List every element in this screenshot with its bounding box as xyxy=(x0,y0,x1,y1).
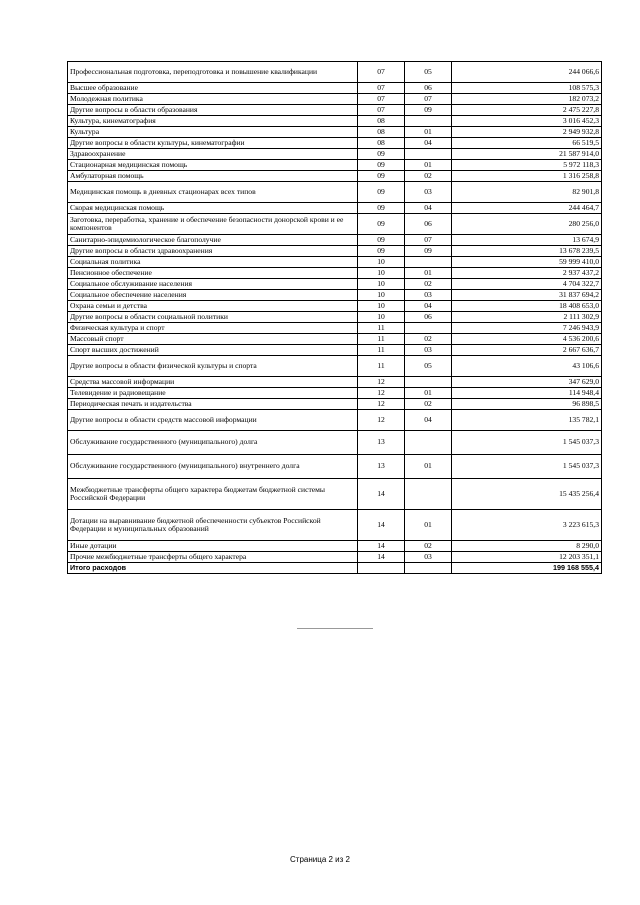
section-code-cell: 09 xyxy=(358,160,405,171)
table-row xyxy=(68,214,602,235)
expense-name-cell: Другие вопросы в области образования xyxy=(68,105,358,116)
amount-cell: 3 016 452,3 xyxy=(452,116,602,127)
subsection-code-cell: 04 xyxy=(405,203,452,214)
expense-name-cell: Спорт высших достижений xyxy=(68,345,358,356)
section-code-cell: 11 xyxy=(358,323,405,334)
section-code-cell: 14 xyxy=(358,479,405,510)
amount-cell: 96 898,5 xyxy=(452,399,602,410)
expense-name-cell: Прочие межбюджетные трансферты общего характера xyxy=(68,552,358,563)
section-code-cell: 10 xyxy=(358,312,405,323)
expense-name-cell: Периодическая печать и издательства xyxy=(68,399,358,410)
amount-cell: 1 316 258,8 xyxy=(452,171,602,182)
page-footer: Страница 2 из 2 xyxy=(290,855,350,864)
subsection-code-cell: 03 xyxy=(405,345,452,356)
amount-cell: 13 674,9 xyxy=(452,235,602,246)
subsection-code-cell: 06 xyxy=(405,214,452,235)
expense-name-cell: Межбюджетные трансферты общего характера бюджетам бюджетной системы Российской Федерации xyxy=(68,479,358,510)
table-row xyxy=(68,116,602,127)
expense-name-cell: Культура, кинематография xyxy=(68,116,358,127)
section-code-cell: 07 xyxy=(358,105,405,116)
expense-name-cell: Амбулаторная помощь xyxy=(68,171,358,182)
expense-name-cell: Другие вопросы в области физической культуры и спорта xyxy=(68,356,358,377)
section-code-cell: 12 xyxy=(358,399,405,410)
table-row xyxy=(68,312,602,323)
section-code-cell: 07 xyxy=(358,83,405,94)
section-code-cell: 10 xyxy=(358,257,405,268)
amount-cell: 4 704 322,7 xyxy=(452,279,602,290)
table-row xyxy=(68,127,602,138)
amount-cell: 3 223 615,3 xyxy=(452,510,602,541)
expense-name-cell: Средства массовой информации xyxy=(68,377,358,388)
total-amount-cell: 199 168 555,4 xyxy=(452,563,602,574)
amount-cell: 4 536 200,6 xyxy=(452,334,602,345)
amount-cell: 2 667 636,7 xyxy=(452,345,602,356)
section-code-cell: 09 xyxy=(358,214,405,235)
amount-cell: 1 545 037,3 xyxy=(452,455,602,479)
subsection-code-cell: 02 xyxy=(405,541,452,552)
amount-cell: 280 256,0 xyxy=(452,214,602,235)
subsection-code-cell: 06 xyxy=(405,83,452,94)
subsection-code-cell: 01 xyxy=(405,455,452,479)
budget-expenditure-table xyxy=(67,61,602,574)
amount-cell: 2 937 437,2 xyxy=(452,268,602,279)
section-code-cell: 09 xyxy=(358,203,405,214)
subsection-code-cell: 06 xyxy=(405,312,452,323)
subsection-code-cell: 01 xyxy=(405,160,452,171)
amount-cell: 82 901,8 xyxy=(452,182,602,203)
table-row xyxy=(68,552,602,563)
table-row xyxy=(68,399,602,410)
subsection-code-cell: 02 xyxy=(405,399,452,410)
table-body xyxy=(68,62,602,574)
expense-name-cell: Социальное обслуживание населения xyxy=(68,279,358,290)
subsection-code-cell xyxy=(405,479,452,510)
subsection-code-cell: 04 xyxy=(405,138,452,149)
expense-name-cell: Заготовка, переработка, хранение и обеспечение безопасности донорской крови и ее компонентов xyxy=(68,214,358,235)
table-row xyxy=(68,257,602,268)
expense-name-cell: Другие вопросы в области здравоохранения xyxy=(68,246,358,257)
table-row xyxy=(68,345,602,356)
amount-cell: 8 290,0 xyxy=(452,541,602,552)
amount-cell: 59 999 410,0 xyxy=(452,257,602,268)
expense-name-cell: Стационарная медицинская помощь xyxy=(68,160,358,171)
amount-cell: 182 073,2 xyxy=(452,94,602,105)
table-row xyxy=(68,171,602,182)
subsection-code-cell: 05 xyxy=(405,62,452,83)
subsection-code-cell: 05 xyxy=(405,356,452,377)
amount-cell: 347 629,0 xyxy=(452,377,602,388)
section-code-cell: 11 xyxy=(358,356,405,377)
expense-name-cell: Охрана семьи и детства xyxy=(68,301,358,312)
subsection-code-cell: 03 xyxy=(405,552,452,563)
subsection-code-cell: 01 xyxy=(405,127,452,138)
amount-cell: 43 106,6 xyxy=(452,356,602,377)
expense-name-cell: Иные дотации xyxy=(68,541,358,552)
expense-name-cell: Медицинская помощь в дневных стационарах всех типов xyxy=(68,182,358,203)
section-code-cell: 10 xyxy=(358,279,405,290)
subsection-code-cell xyxy=(405,377,452,388)
section-code-cell: 09 xyxy=(358,171,405,182)
amount-cell: 13 678 239,5 xyxy=(452,246,602,257)
expense-name-cell: Дотации на выравнивание бюджетной обеспеченности субъектов Российской Федерации и муниципальных образований xyxy=(68,510,358,541)
amount-cell: 108 575,3 xyxy=(452,83,602,94)
subsection-code-cell: 01 xyxy=(405,510,452,541)
section-code-cell: 14 xyxy=(358,541,405,552)
table-row xyxy=(68,246,602,257)
section-code-cell: 10 xyxy=(358,290,405,301)
table-row xyxy=(68,356,602,377)
table-row xyxy=(68,541,602,552)
expense-name-cell: Другие вопросы в области социальной политики xyxy=(68,312,358,323)
subsection-code-cell: 02 xyxy=(405,171,452,182)
expense-name-cell: Санитарно-эпидемиологическое благополучие xyxy=(68,235,358,246)
subsection-code-cell: 07 xyxy=(405,235,452,246)
table-row xyxy=(68,510,602,541)
section-code-cell: 14 xyxy=(358,552,405,563)
section-code-cell: 08 xyxy=(358,138,405,149)
subsection-code-cell xyxy=(405,116,452,127)
subsection-code-cell: 07 xyxy=(405,94,452,105)
section-code-cell: 10 xyxy=(358,301,405,312)
section-code-cell: 09 xyxy=(358,235,405,246)
amount-cell: 18 408 653,0 xyxy=(452,301,602,312)
section-code-cell: 11 xyxy=(358,345,405,356)
subsection-code-cell: 04 xyxy=(405,410,452,431)
expense-name-cell: Массовый спорт xyxy=(68,334,358,345)
amount-cell: 2 475 227,8 xyxy=(452,105,602,116)
amount-cell: 5 972 118,3 xyxy=(452,160,602,171)
table-row xyxy=(68,94,602,105)
table-row xyxy=(68,160,602,171)
table-row xyxy=(68,138,602,149)
expense-name-cell: Культура xyxy=(68,127,358,138)
amount-cell: 12 203 351,1 xyxy=(452,552,602,563)
section-code-cell: 10 xyxy=(358,268,405,279)
expense-name-cell: Другие вопросы в области средств массовой информации xyxy=(68,410,358,431)
section-code-cell: 12 xyxy=(358,410,405,431)
amount-cell: 66 519,5 xyxy=(452,138,602,149)
section-code-cell: 07 xyxy=(358,94,405,105)
table-row xyxy=(68,323,602,334)
amount-cell: 244 066,6 xyxy=(452,62,602,83)
amount-cell: 114 948,4 xyxy=(452,388,602,399)
expense-name-cell: Высшее образование xyxy=(68,83,358,94)
table-row xyxy=(68,105,602,116)
table-row xyxy=(68,290,602,301)
amount-cell: 7 246 943,9 xyxy=(452,323,602,334)
expense-name-cell: Молодежная политика xyxy=(68,94,358,105)
expense-name-cell: Телевидение и радиовещание xyxy=(68,388,358,399)
subsection-code-cell: 09 xyxy=(405,105,452,116)
amount-cell: 2 111 302,9 xyxy=(452,312,602,323)
table-row xyxy=(68,388,602,399)
amount-cell: 135 782,1 xyxy=(452,410,602,431)
subsection-code-cell: 01 xyxy=(405,268,452,279)
amount-cell: 244 464,7 xyxy=(452,203,602,214)
section-code-cell: 09 xyxy=(358,149,405,160)
subsection-code-cell: 02 xyxy=(405,334,452,345)
section-code-cell: 13 xyxy=(358,455,405,479)
empty-cell xyxy=(358,563,405,574)
expense-name-cell: Другие вопросы в области культуры, кинематографии xyxy=(68,138,358,149)
amount-cell: 21 587 914,0 xyxy=(452,149,602,160)
table-row xyxy=(68,279,602,290)
section-code-cell: 09 xyxy=(358,246,405,257)
table-row xyxy=(68,203,602,214)
section-code-cell: 08 xyxy=(358,116,405,127)
expense-name-cell: Здравоохранение xyxy=(68,149,358,160)
subsection-code-cell xyxy=(405,431,452,455)
subsection-code-cell: 04 xyxy=(405,301,452,312)
expense-name-cell: Профессиональная подготовка, переподготовка и повышение квалификации xyxy=(68,62,358,83)
subsection-code-cell: 03 xyxy=(405,290,452,301)
section-code-cell: 09 xyxy=(358,182,405,203)
section-code-cell: 08 xyxy=(358,127,405,138)
expense-name-cell: Обслуживание государственного (муниципального) внутреннего долга xyxy=(68,455,358,479)
subsection-code-cell: 03 xyxy=(405,182,452,203)
table-row xyxy=(68,334,602,345)
expense-name-cell: Социальная политика xyxy=(68,257,358,268)
expense-name-cell: Обслуживание государственного (муниципального) долга xyxy=(68,431,358,455)
subsection-code-cell xyxy=(405,323,452,334)
subsection-code-cell: 02 xyxy=(405,279,452,290)
section-code-cell: 12 xyxy=(358,388,405,399)
table-row xyxy=(68,83,602,94)
section-code-cell: 14 xyxy=(358,510,405,541)
table-row xyxy=(68,377,602,388)
table-row xyxy=(68,479,602,510)
subsection-code-cell: 01 xyxy=(405,388,452,399)
table-row xyxy=(68,62,602,83)
subsection-code-cell: 09 xyxy=(405,246,452,257)
amount-cell: 2 949 932,8 xyxy=(452,127,602,138)
section-code-cell: 11 xyxy=(358,334,405,345)
amount-cell: 1 545 037,3 xyxy=(452,431,602,455)
table-row xyxy=(68,182,602,203)
total-label-cell: Итого расходов xyxy=(68,563,358,574)
table-row xyxy=(68,301,602,312)
table-row xyxy=(68,268,602,279)
separator-line xyxy=(297,628,373,629)
section-code-cell: 07 xyxy=(358,62,405,83)
table-row xyxy=(68,235,602,246)
expense-name-cell: Социальное обеспечение населения xyxy=(68,290,358,301)
expense-name-cell: Скорая медицинская помощь xyxy=(68,203,358,214)
expense-name-cell: Физическая культура и спорт xyxy=(68,323,358,334)
section-code-cell: 12 xyxy=(358,377,405,388)
subsection-code-cell xyxy=(405,149,452,160)
expense-name-cell: Пенсионное обеспечение xyxy=(68,268,358,279)
empty-cell xyxy=(405,563,452,574)
amount-cell: 15 435 256,4 xyxy=(452,479,602,510)
table-row xyxy=(68,431,602,455)
table-row xyxy=(68,455,602,479)
section-code-cell: 13 xyxy=(358,431,405,455)
subsection-code-cell xyxy=(405,257,452,268)
amount-cell: 31 837 694,2 xyxy=(452,290,602,301)
table-row xyxy=(68,149,602,160)
total-row xyxy=(68,563,602,574)
table-row xyxy=(68,410,602,431)
